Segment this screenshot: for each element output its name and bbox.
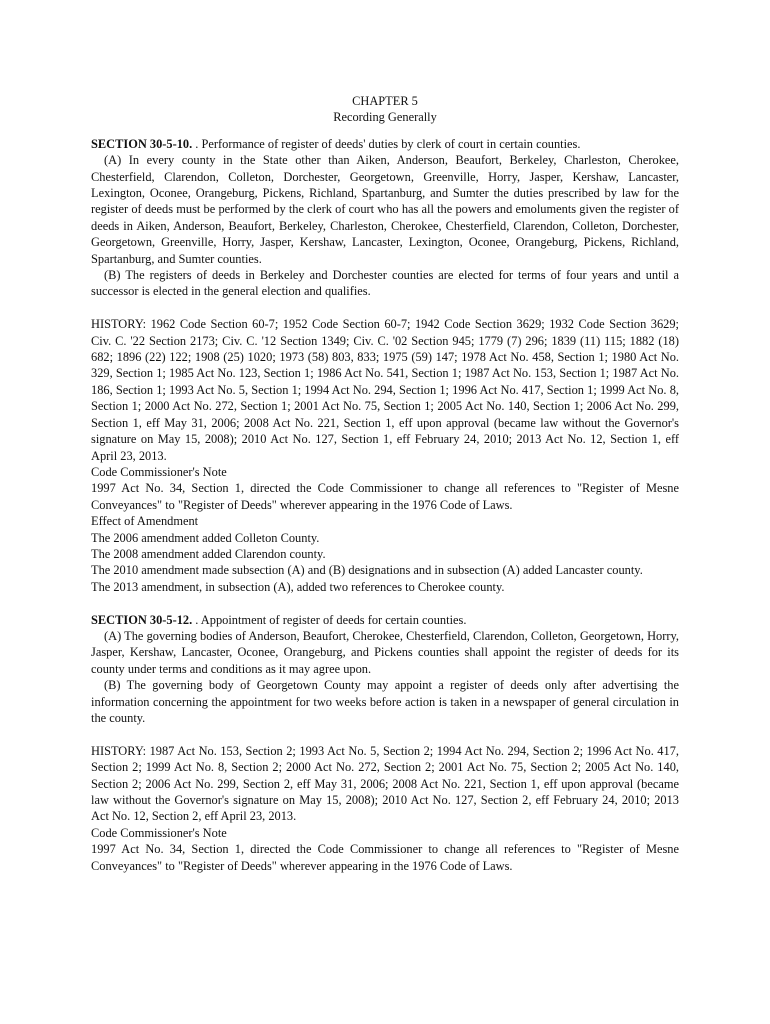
- amendment-2008: The 2008 amendment added Clarendon county.: [91, 546, 326, 561]
- chapter-title: CHAPTER 5: [352, 94, 418, 108]
- subsection-b: (B) The registers of deeds in Berkeley and Dorchester counties are elected for terms of four years and until a successor is elected in the general election and qualifies.: [91, 268, 679, 299]
- note-heading: Code Commissioner's Note: [91, 825, 227, 840]
- section-30-5-10: [91, 136, 679, 595]
- spacer: [91, 300, 679, 316]
- history-text: HISTORY: 1962 Code Section 60-7; 1952 Code Section 60-7; 1942 Code Section 3629; 1932 Code Section 3629; Civ. C. '22 Section 2173; Civ. C. '12 Section 1349; Civ. C. '02 Section 945; 1779 (7) 296; 1839 (11) 115; 1882 (18) 682; 1896 (22) 122; 1908 (25) 1020; 1973 (58) 803, 833; 1975 (59) 147; 1978 Act No. 458, Section 1; 1980 Act No. 329, Section 1; 1985 Act No. 123, Section 1; 1986 Act No. 541, Section 1; 1987 Act No. 153, Section 1; 1987 Act No. 186, Section 1; 1993 Act No. 5, Section 1; 1994 Act No. 294, Section 1; 1996 Act No. 417, Section 1; 1999 Act No. 8, Section 1; 2000 Act No. 272, Section 1; 2001 Act No. 75, Section 1; 2005 Act No. 140, Section 1; 2006 Act No. 299, Section 1, eff May 31, 2006; 2008 Act No. 221, Section 1, eff upon approval (became law without the Governor's signature on May 15, 2008); 2010 Act No. 127, Section 1, eff February 24, 2010; 2013 Act No. 12, Section 1, eff April 23, 2013.: [91, 317, 679, 463]
- spacer: [91, 726, 679, 742]
- section-heading: [91, 612, 679, 628]
- section-30-5-12: [91, 612, 679, 874]
- amendment-2006: The 2006 amendment added Colleton County.: [91, 530, 320, 545]
- subsection-b: (B) The governing body of Georgetown County may appoint a register of deeds only after advertising the information concerning the appointment for two weeks before action is taken in a newspaper of general circulation in the county.: [91, 678, 679, 725]
- note-text: 1997 Act No. 34, Section 1, directed the Code Commissioner to change all references to "Register of Mesne Conveyances" to "Register of Deeds" wherever appearing in the 1976 Code of Laws.: [91, 842, 679, 873]
- section-title: . Performance of register of deeds' duties by clerk of court in certain counties.: [192, 136, 581, 151]
- section-number: SECTION 30-5-12.: [91, 612, 193, 627]
- history-text: HISTORY: 1987 Act No. 153, Section 2; 1993 Act No. 5, Section 2; 1994 Act No. 294, Section 2; 1996 Act No. 417, Section 2; 1999 Act No. 8, Section 2; 2000 Act No. 272, Section 2; 2001 Act No. 75, Section 2; 2005 Act No. 140, Section 2; 2006 Act No. 299, Section 2, eff May 31, 2006; 2008 Act No. 221, Section 1, eff upon approval (became law without the Governor's signature on May 15, 2008); 2010 Act No. 127, Section 2, eff February 24, 2010; 2013 Act No. 12, Section 2, eff April 23, 2013.: [91, 743, 679, 824]
- chapter-subtitle: Recording Generally: [333, 110, 437, 125]
- section-title: . Appointment of register of deeds for certain counties.: [192, 612, 467, 627]
- spacer: [91, 595, 679, 611]
- subsection-a: (A) In every county in the State other than Aiken, Anderson, Beaufort, Berkeley, Charleston, Cherokee, Chesterfield, Clarendon, Colleton, Dorchester, Georgetown, Greenville, Horry, Jasper, Kershaw, Lancaster, Lexington, Oconee, Orangeburg, Pickens, Richland, Spartanburg, and Sumter the duties prescribed by law for the register of deeds must be performed by the clerk of court who has all the powers and emoluments given the register of deeds in Aiken, Anderson, Beaufort, Berkeley, Charleston, Cherokee, Chesterfield, Clarendon, Colleton, Dorchester, Georgetown, Greenville, Horry, Jasper, Kershaw, Lancaster, Lexington, Oconee, Orangeburg, Pickens, Richland, Spartanburg, and Sumter counties.: [91, 153, 679, 266]
- note-heading: Code Commissioner's Note: [91, 464, 227, 479]
- amendment-heading: Effect of Amendment: [91, 514, 199, 529]
- chapter-heading: [91, 93, 679, 126]
- note-text: 1997 Act No. 34, Section 1, directed the Code Commissioner to change all references to "Register of Mesne Conveyances" to "Register of Deeds" wherever appearing in the 1976 Code of Laws.: [91, 481, 679, 512]
- amendment-2010: The 2010 amendment made subsection (A) and (B) designations and in subsection (A) added Lancaster county.: [91, 563, 643, 578]
- section-number: SECTION 30-5-10.: [91, 136, 193, 151]
- subsection-a: (A) The governing bodies of Anderson, Beaufort, Cherokee, Chesterfield, Clarendon, Colleton, Georgetown, Horry, Jasper, Kershaw, Lancaster, Oconee, Orangeburg, and Pickens counties shall appoint the register of deeds for its county under terms and conditions as it may agree upon.: [91, 628, 679, 676]
- section-heading: [91, 136, 679, 152]
- amendment-2013: The 2013 amendment, in subsection (A), added two references to Cherokee county.: [91, 579, 505, 594]
